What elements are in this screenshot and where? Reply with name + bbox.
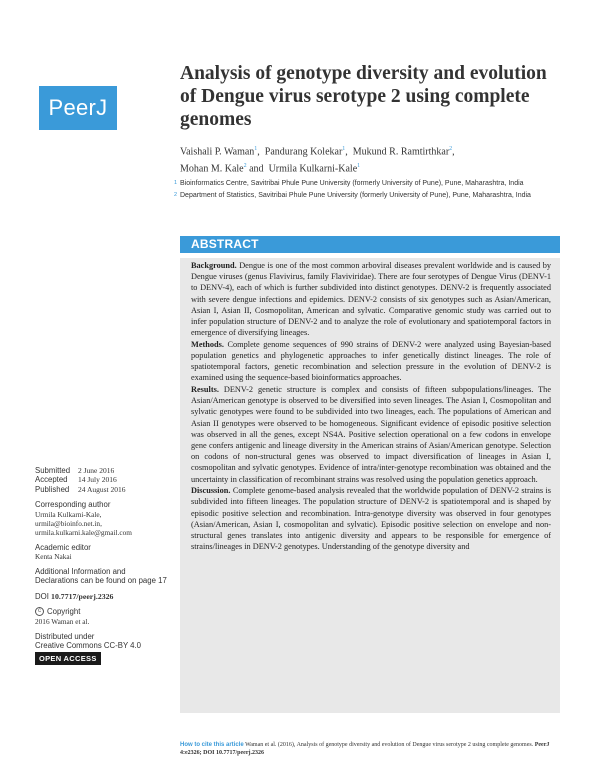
doi-label: DOI bbox=[35, 591, 49, 601]
license-line: Distributed under bbox=[35, 631, 95, 641]
abstract-background bbox=[191, 260, 551, 338]
article-dates bbox=[35, 466, 170, 494]
submitted-date: 2 June 2016 bbox=[78, 466, 115, 475]
abstract-methods bbox=[191, 339, 551, 384]
affiliation-number: 2 bbox=[174, 191, 178, 198]
article-sidebar bbox=[35, 466, 170, 671]
cite-text: Waman et al. (2016), Analysis of genotype diversity and evolution of Dengue virus serotype 2 using complete genomes. bbox=[243, 742, 535, 748]
section-label: Results. bbox=[191, 385, 219, 395]
cite-journal: PeerJ 4:e2326; DOI 10.7717/peerj.2326 bbox=[180, 742, 550, 756]
author-name: Mukund R. Ramtirthkar bbox=[352, 146, 450, 158]
doi-value[interactable]: 10.7717/peerj.2326 bbox=[51, 591, 114, 601]
published-date: 24 August 2016 bbox=[78, 484, 126, 494]
abstract-body bbox=[180, 258, 560, 713]
author-list: Vaishali P. Waman$^1$, Pandurang Kolekar$^1$, Mukund R. Ramtirthkar$^2$, Mohan M. Kale$^2$ and Urmila Kulkarni-Kale$^1$ bbox=[180, 146, 455, 175]
academic-editor bbox=[35, 543, 170, 561]
abstract-heading: ABSTRACT bbox=[180, 236, 560, 253]
corresponding-author bbox=[35, 500, 170, 536]
cite-label: How to cite this article bbox=[180, 742, 244, 748]
author-name: Vaishali P. Waman bbox=[180, 146, 255, 158]
affiliation-text: Department of Statistics, Savitribai Phule Pune University (formerly University of Pune), Pune, Maharashtra, India bbox=[180, 191, 531, 199]
accepted-label: Accepted bbox=[35, 475, 68, 485]
corresponding-name: Urmila Kulkarni-Kale, bbox=[35, 509, 102, 519]
affiliation-text: Bioinformatics Centre, Savitribai Phule Pune University (formerly University of Pune), Pune, Maharashtra, India bbox=[180, 180, 524, 187]
license-name[interactable]: Creative Commons CC-BY 4.0 bbox=[35, 641, 142, 651]
copyright-label: Copyright bbox=[47, 607, 81, 617]
corresponding-email[interactable]: urmila.kulkarni.kale@gmail.com bbox=[35, 527, 132, 537]
section-label: Methods. bbox=[191, 339, 224, 349]
abstract-results bbox=[191, 384, 551, 485]
editor-label: Academic editor bbox=[35, 542, 91, 552]
author-affil-mark: 2 bbox=[243, 163, 247, 170]
affiliations bbox=[174, 179, 564, 202]
author-affil-mark: 1 bbox=[357, 163, 361, 170]
author-affil-mark: 2 bbox=[449, 146, 453, 152]
open-access-badge: OPEN ACCESS bbox=[35, 652, 101, 664]
abstract-discussion bbox=[191, 485, 551, 552]
section-text: Dengue is one of the most common arboviral diseases prevalent worldwide and is caused by Dengue viruses (genus Flavivirus, family Flaviviridae). There are four serotypes of Dengue Virus (DENV-1 to DENV-4), each of which is further subdivided into distinct genotypes. DENV-2 is frequently associated with severe dengue infections and epidemics. DENV-2 consists of six genotypes such as Asian/American, Asian I, Asian II, Cosmopolitan, American and sylvatic. Comparative genomic study was carried out to infer population structure of DENV-2 and to analyze the role of evolutionary and spatiotemporal factors in emergence of diversifying lineages. bbox=[191, 261, 551, 338]
section-text: Complete genome-based analysis revealed that the worldwide population of DENV-2 strains is subdivided into fifteen lineages. The population structure of DENV-2 is spatiotemporal and is shaped by episodic positive selection and recombination. Intra-genotype diversity was observed in four genotypes (Asian/American, Asian I, cosmopolitan and sylvatic). Episodic positive selection on envelope and non-structural genes translates into antigenic diversity and appears to be responsible for emergence of strains/lineages in DENV-2 genotypes. Understanding of the genotype diversity and bbox=[191, 486, 551, 552]
accepted-date: 14 July 2016 bbox=[78, 475, 117, 485]
license bbox=[35, 632, 170, 665]
section-text: Complete genome sequences of 990 strains of DENV-2 were analyzed using Bayesian-based population genetics and phylogenetic approaches to infer genetically distinct lineages. The role of spatiotemporal factors, genetic recombination and selection pressure in the evolution of DENV-2 is examined using the sequence-based bioinformatics approaches. bbox=[191, 339, 551, 383]
doi[interactable] bbox=[35, 592, 170, 601]
citation-footer bbox=[180, 741, 560, 757]
author-affil-mark: 1 bbox=[342, 146, 346, 152]
author-name: Urmila Kulkarni-Kale bbox=[268, 163, 358, 175]
affiliation-number: 1 bbox=[174, 180, 178, 186]
creative-commons-icon: c bbox=[35, 607, 44, 616]
author-name: Pandurang Kolekar bbox=[264, 146, 343, 158]
affiliation-item bbox=[174, 191, 564, 201]
copyright-holder: 2016 Waman et al. bbox=[35, 616, 90, 626]
copyright bbox=[35, 607, 170, 625]
submitted-label: Submitted bbox=[35, 466, 71, 475]
corresponding-email[interactable]: urmila@bioinfo.net.in, bbox=[35, 518, 102, 528]
section-text: DENV-2 genetic structure is complex and consists of fifteen subpopulations/lineages. The Asian/American genotype is observed to be diversified into seven lineages. The Asian I, Cosmopolitan and sylvatic genotypes were found to be subdivided into two lineages, each. The populations of American and Asian II genotypes were observed to be homogeneous. Significant evidence of episodic positive selection was observed in all the genes, except NS4A. Positive selection operational on a few codons in envelope gene confers antigenic and lineage diversity in the American strains of Asian/American genotype. Selection on codons of non-structural genes was observed to impact diversification of lineages in Asian I, cosmopolitan and sylvatic genotypes. Evidence of intra/inter-genotype recombination was obtained and the uncertainty in classification of recombinant strains was resolved using the population genetics approach. bbox=[191, 385, 551, 484]
published-label: Published bbox=[35, 484, 70, 494]
additional-info[interactable]: Additional Information and Declarations can be found on page 17 bbox=[35, 567, 167, 586]
section-label: Discussion. bbox=[191, 486, 231, 496]
author-name: Mohan M. Kale bbox=[180, 163, 244, 175]
corresponding-label: Corresponding author bbox=[35, 500, 111, 510]
section-label: Background. bbox=[191, 261, 237, 270]
affiliation-item bbox=[174, 179, 564, 189]
article-title: Analysis of genotype diversity and evolution of Dengue virus serotype 2 using complete genomes bbox=[180, 63, 547, 130]
author-affil-mark: 1 bbox=[254, 146, 258, 152]
editor-name: Kenta Nakai bbox=[35, 552, 72, 562]
peerj-logo: PeerJ bbox=[39, 86, 117, 130]
